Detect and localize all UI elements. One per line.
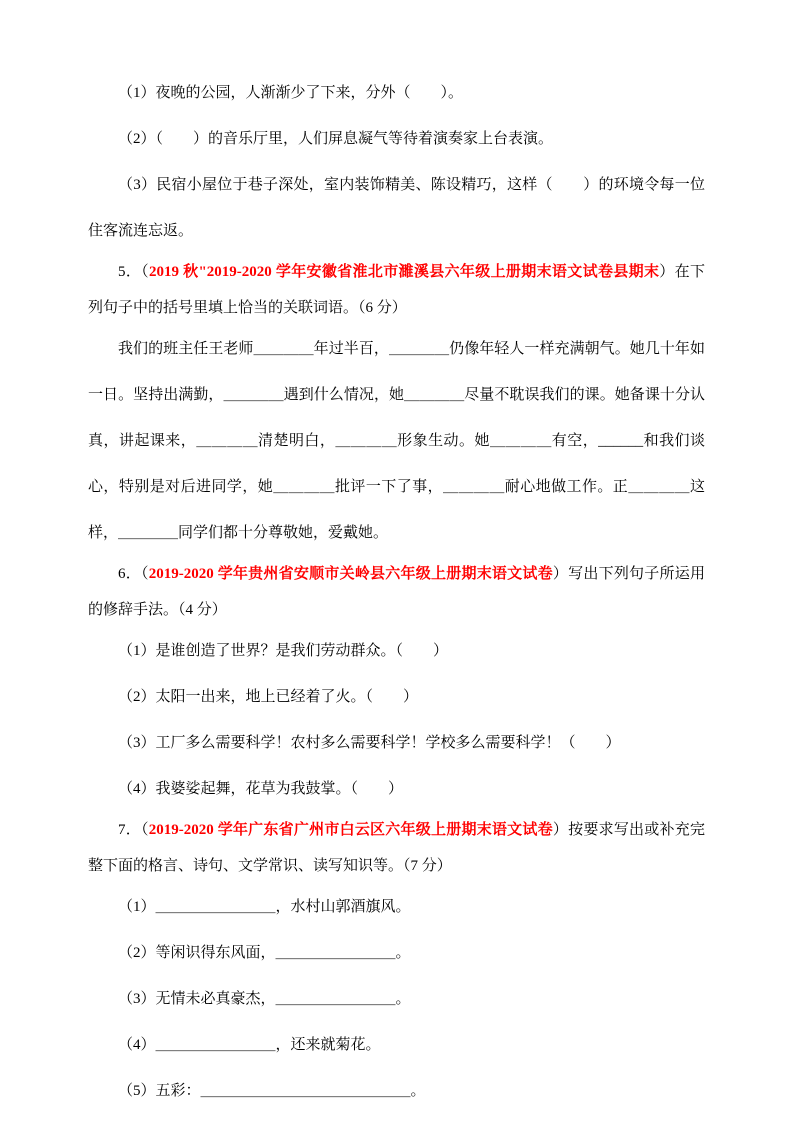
page-body: [88, 70, 705, 1114]
question-text: （1）是谁创造了世界？是我们劳动群众。（ ）: [118, 643, 449, 659]
question-text: （4）我婆娑起舞，花草为我鼓掌。（ ）: [118, 781, 404, 797]
question-text: ）写出下列句子所运用的修辞手法。（4 分）: [88, 566, 705, 618]
paragraph: [88, 930, 705, 976]
question-text: （4）＿＿＿＿＿＿＿＿，还来就菊花。: [118, 1037, 381, 1053]
question-text: （2）（ ）的音乐厅里，人们屏息凝气等待着演奏家上台表演。: [118, 131, 554, 147]
citation-text: 2019 秋"2019-2020 学年安徽省淮北市濉溪县六年级上册期末语文试卷县期末: [149, 264, 660, 280]
question-text: （2）太阳一出来，地上已经着了火。（ ）: [118, 689, 419, 705]
paragraph: [88, 884, 705, 930]
paragraph: [88, 812, 705, 884]
question-text: ）按要求写出或补充完整下面的格言、诗句、文学常识、读写知识等。（7 分）: [88, 822, 705, 874]
paragraph: [88, 162, 705, 254]
question-text: （3）工厂多么需要科学！农村多么需要科学！学校多么需要科学！（ ）: [118, 735, 621, 751]
paragraph: [88, 70, 705, 116]
paragraph: [88, 720, 705, 766]
paragraph: [88, 976, 705, 1022]
question-text: （5）五彩：＿＿＿＿＿＿＿＿＿＿＿＿＿＿。: [118, 1083, 426, 1099]
paragraph: [88, 116, 705, 162]
question-text: 7．（: [118, 822, 149, 838]
paragraph: [88, 1068, 705, 1114]
paragraph: [88, 556, 705, 628]
paragraph: [88, 628, 705, 674]
question-text: （3）无情未必真豪杰，＿＿＿＿＿＿＿＿。: [118, 991, 411, 1007]
question-text: 我们的班主任王老师＿＿＿＿年过半百，＿＿＿＿仍像年轻人一样充满朝气。她几十年如一日。坚持出满勤，＿＿＿＿遇到什么情况，她＿＿＿＿尽量不耽误我们的课。她备课十分认真，讲起课来，＿＿＿＿清楚明白，＿＿＿＿形象生动。她＿＿＿＿有空，______和我们谈心，特别是对后进同学，她＿＿＿＿批评一下了事，＿＿＿＿耐心地做工作。正＿＿＿＿这样，＿＿＿＿同学们都十分尊敬她，爱戴她。: [88, 341, 705, 541]
paragraph: [88, 326, 705, 556]
paragraph: [88, 766, 705, 812]
question-text: 6．（: [118, 566, 149, 582]
question-text: （3）民宿小屋位于巷子深处，室内装饰精美、陈设精巧，这样（ ）的环境令每一位住客流连忘返。: [88, 177, 705, 239]
question-text: 5．（: [118, 264, 150, 280]
paragraph: [88, 1022, 705, 1068]
paragraph: [88, 254, 705, 326]
question-text: （1）＿＿＿＿＿＿＿＿，水村山郭酒旗风。: [118, 899, 411, 915]
citation-text: 2019-2020 学年贵州省安顺市关岭县六年级上册期末语文试卷: [148, 566, 553, 582]
question-text: （2）等闲识得东风面，＿＿＿＿＿＿＿＿。: [118, 945, 411, 961]
paragraph: [88, 674, 705, 720]
question-text: （1）夜晚的公园，人渐渐少了下来，分外（ ）。: [118, 85, 464, 101]
question-text: ）在下列句子中的括号里填上恰当的关联词语。（6 分）: [88, 264, 705, 316]
citation-text: 2019-2020 学年广东省广州市白云区六年级上册期末语文试卷: [148, 822, 553, 838]
